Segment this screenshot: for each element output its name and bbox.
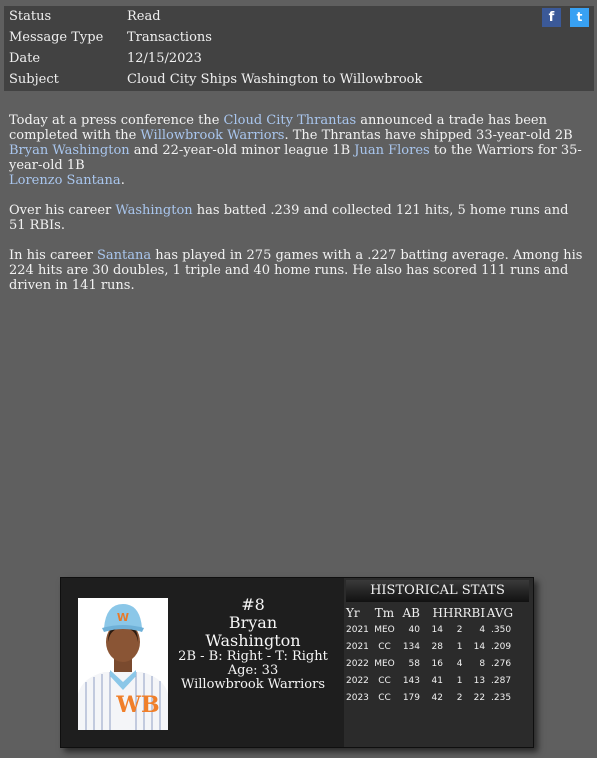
twitter-share-icon[interactable]: t xyxy=(570,8,589,27)
player-card xyxy=(60,577,534,748)
stats-cell-tm: CC xyxy=(378,641,391,652)
text: . xyxy=(120,173,125,188)
stats-header-row xyxy=(346,605,513,621)
stats-cell-h: 14 xyxy=(431,624,443,635)
stats-cell-h: 42 xyxy=(431,692,443,703)
subject-value: Cloud City Ships Washington to Willowbrook xyxy=(127,72,423,87)
stats-cell-hr: 4 xyxy=(456,658,463,669)
stats-cell-h: 16 xyxy=(431,658,443,669)
text: and 22-year-old minor league 1B xyxy=(129,143,355,158)
article-body xyxy=(9,113,589,308)
stats-cell-avg: .276 xyxy=(491,658,512,669)
stats-cell-h: 41 xyxy=(431,675,443,686)
stats-cell-avg: .350 xyxy=(491,624,512,635)
stats-cell-hr: 2 xyxy=(456,624,463,635)
status-value: Read xyxy=(127,9,161,24)
date-value: 12/15/2023 xyxy=(127,51,202,66)
stats-cell-hr: 1 xyxy=(456,641,463,652)
stats-cell-yr: 2022 xyxy=(346,658,369,669)
team-link-willowbrook-warriors[interactable]: Willowbrook Warriors xyxy=(140,128,285,143)
stats-header-hr: HR xyxy=(443,606,463,620)
stats-cell-avg: .209 xyxy=(491,641,512,652)
stats-cell-avg: .287 xyxy=(491,675,512,686)
message-type-label: Message Type xyxy=(9,30,104,45)
historical-stats-panel xyxy=(344,578,533,747)
text: has batted .239 and collected 121 hits, 5 home runs and 51 RBIs. xyxy=(9,203,569,233)
stats-header-yr: Yr xyxy=(346,606,360,620)
stats-cell-rbi: 13 xyxy=(473,675,486,686)
stats-cell-rbi: 8 xyxy=(479,658,486,669)
player-last-name: Washington xyxy=(205,631,301,650)
player-link-bryan-washington[interactable]: Bryan Washington xyxy=(9,143,130,158)
stats-cell-avg: .235 xyxy=(491,692,512,703)
text: Today at a press conference the xyxy=(9,113,224,128)
text: . The Thrantas have shipped 33-year-old 2B xyxy=(284,128,573,143)
player-link-washington[interactable]: Washington xyxy=(115,203,193,218)
player-info xyxy=(176,596,330,692)
stats-cell-ab: 179 xyxy=(402,692,420,703)
player-first-name: Bryan xyxy=(228,613,278,632)
cap-logo-letter: W xyxy=(116,611,130,624)
historical-stats-title: HISTORICAL STATS xyxy=(346,580,529,602)
stats-header-rbi: RBI xyxy=(462,606,486,620)
subject-label: Subject xyxy=(9,72,59,87)
stats-cell-tm: CC xyxy=(378,692,391,703)
article-paragraph-3 xyxy=(9,248,589,293)
player-position-bats-throws: 2B - B: Right - T: Right xyxy=(178,649,328,664)
message-type-value: Transactions xyxy=(127,30,212,45)
article-paragraph-1 xyxy=(9,113,589,188)
message-header xyxy=(4,6,594,91)
player-number: #8 xyxy=(241,595,265,614)
historical-stats-table xyxy=(346,605,513,706)
text: In his career xyxy=(9,248,97,263)
status-label: Status xyxy=(9,9,52,24)
stats-cell-tm: MEO xyxy=(374,624,395,635)
stats-cell-yr: 2021 xyxy=(346,624,369,635)
player-link-juan-flores[interactable]: Juan Flores xyxy=(354,143,430,158)
stats-cell-ab: 58 xyxy=(408,658,420,669)
stats-cell-rbi: 4 xyxy=(479,624,486,635)
stats-header-h: H xyxy=(432,606,443,620)
player-age: Age: 33 xyxy=(227,663,279,678)
stats-cell-yr: 2022 xyxy=(346,675,369,686)
article-paragraph-2 xyxy=(9,203,589,233)
stats-cell-h: 28 xyxy=(431,641,443,652)
table-row xyxy=(346,638,513,655)
text: has played in 275 games with a .227 batting average. Among his 224 hits are 30 doubles, 1 triple and 40 home runs. He also has scored 111 runs and driven in 141 runs. xyxy=(9,248,583,293)
stats-cell-ab: 143 xyxy=(402,675,420,686)
table-row xyxy=(346,689,513,706)
player-link-santana[interactable]: Santana xyxy=(96,248,152,263)
text: to the Warriors for 35-year-old 1B xyxy=(9,143,582,173)
player-link-lorenzo-santana[interactable]: Lorenzo Santana xyxy=(9,173,121,188)
stats-header-tm: Tm xyxy=(374,606,395,620)
player-portrait-svg xyxy=(78,598,168,730)
team-link-cloud-city-thrantas[interactable]: Cloud City Thrantas xyxy=(223,113,357,128)
stats-header-ab: AB xyxy=(402,606,420,620)
stats-cell-rbi: 22 xyxy=(473,692,486,703)
stats-cell-yr: 2023 xyxy=(346,692,369,703)
table-row xyxy=(346,672,513,689)
stats-cell-hr: 1 xyxy=(456,675,463,686)
player-portrait-icon[interactable] xyxy=(78,598,168,730)
date-label: Date xyxy=(9,51,41,66)
text: Over his career xyxy=(9,203,116,218)
jersey-logo-text: WB xyxy=(116,692,160,718)
stats-cell-yr: 2021 xyxy=(346,641,369,652)
stats-cell-tm: MEO xyxy=(374,658,395,669)
player-team: Willowbrook Warriors xyxy=(180,677,326,692)
stats-cell-tm: CC xyxy=(378,675,391,686)
stats-header-avg: AVG xyxy=(486,606,514,620)
stats-cell-rbi: 14 xyxy=(473,641,486,652)
table-row xyxy=(346,621,513,638)
table-row xyxy=(346,655,513,672)
text: announced a trade has been completed with the xyxy=(9,113,547,143)
stats-cell-ab: 134 xyxy=(402,641,420,652)
stats-cell-ab: 40 xyxy=(408,624,420,635)
stats-cell-hr: 2 xyxy=(456,692,463,703)
facebook-share-icon[interactable]: f xyxy=(542,8,561,27)
